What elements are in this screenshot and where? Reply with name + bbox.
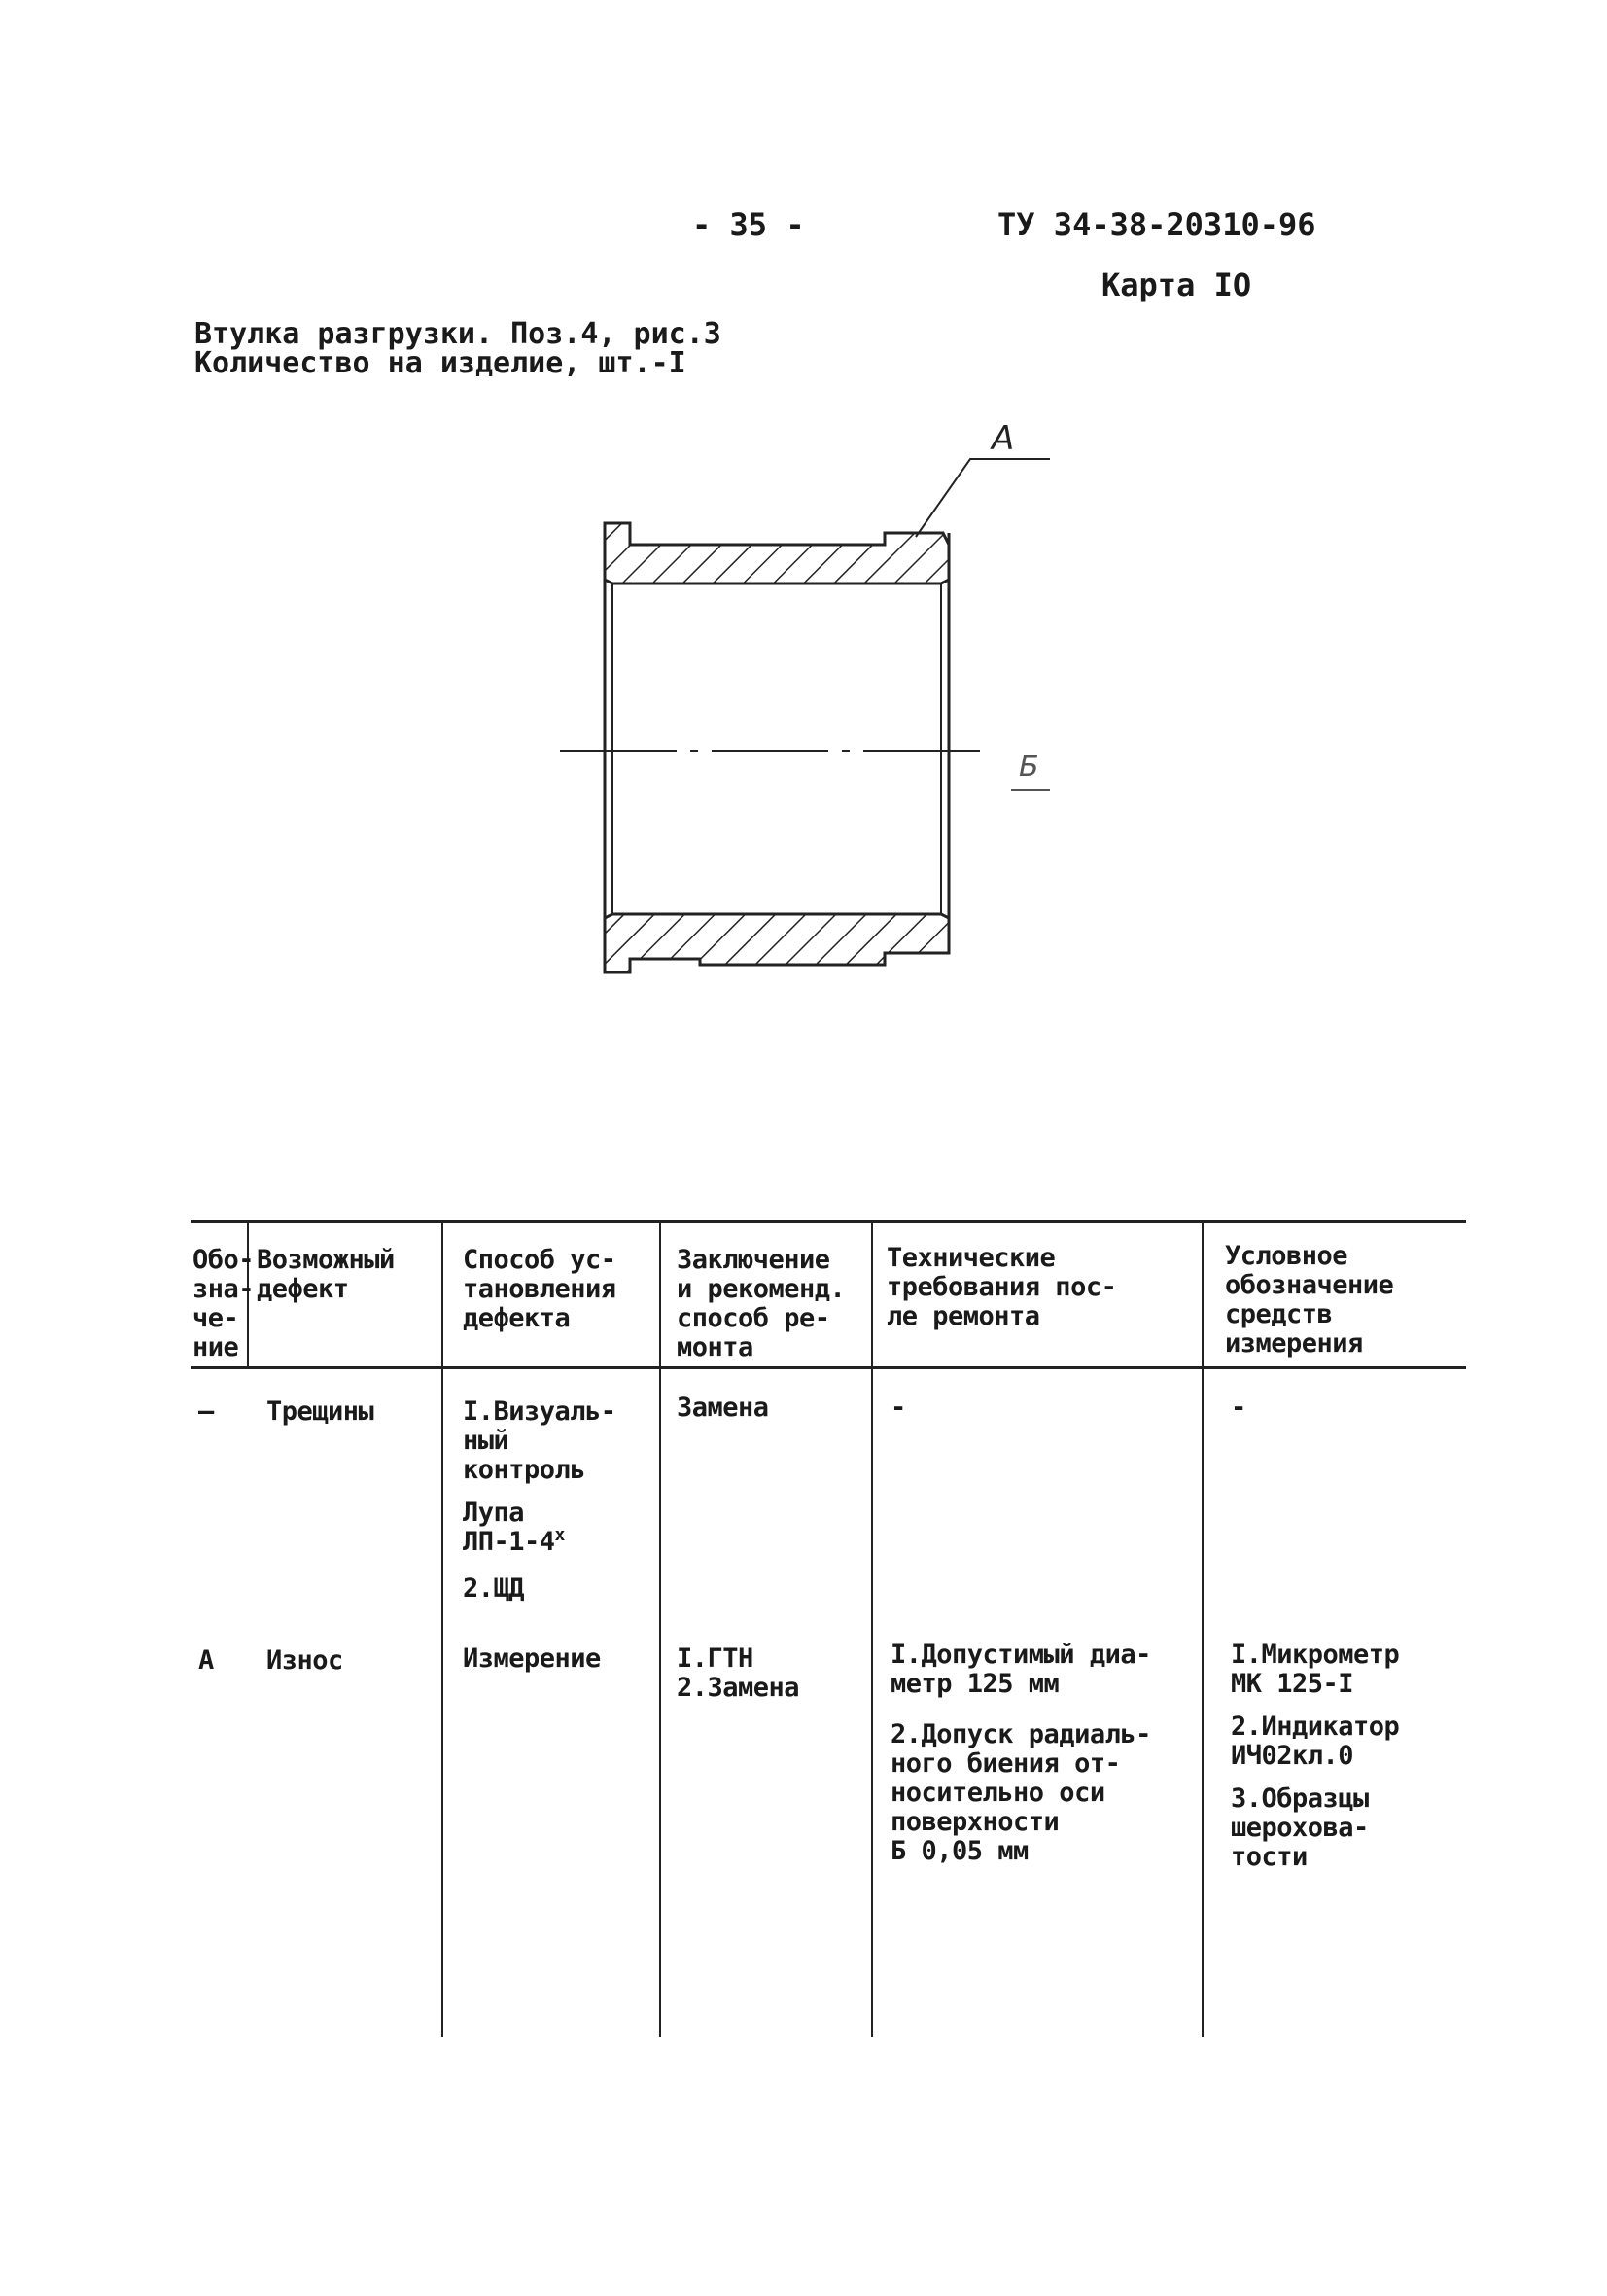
row2-designation: А	[198, 1645, 214, 1676]
page-number: - 35 -	[692, 206, 805, 243]
row1-designation: –	[198, 1396, 214, 1427]
part-title: Втулка разгрузки. Поз.4, рис.3	[194, 317, 721, 351]
row2-defect: Износ	[266, 1645, 343, 1676]
header-designation: Обо- зна- че- ние	[192, 1245, 255, 1362]
superscript-mark: x	[554, 1525, 565, 1545]
row1-method-2: Лупа ЛП-1-4$^x$	[463, 1498, 565, 1557]
top-wall-section	[605, 523, 949, 583]
row2-instrument-3: 3.Образцы шерохова- тости	[1231, 1784, 1369, 1872]
card-label: Карта IO	[1101, 266, 1252, 303]
header-requirements: Технические требования пос- ле ремонта	[887, 1243, 1117, 1331]
label-b: Б	[1019, 750, 1039, 784]
row1-defect: Трещины	[266, 1396, 374, 1427]
row2-requirement-1: I.Допустимый диа- метр 125 мм	[891, 1640, 1151, 1699]
row1-requirements: -	[891, 1393, 906, 1423]
header-defect: Возможный дефект	[257, 1245, 395, 1304]
header-conclusion: Заключение и рекоменд. способ ре- монта	[677, 1245, 846, 1362]
label-a: А	[992, 419, 1015, 458]
row1-instruments: -	[1231, 1393, 1246, 1423]
header-instruments: Условное обозначение средств измерения	[1225, 1241, 1394, 1359]
row2-instrument-2: 2.Индикатор ИЧ02кл.0	[1231, 1712, 1400, 1771]
row2-requirement-2: 2.Допуск радиаль- ного биения от- носительно оси поверхности Б 0,05 мм	[891, 1719, 1151, 1866]
bottom-wall-section	[605, 914, 949, 972]
header-method: Способ ус- тановления дефекта	[463, 1245, 616, 1333]
bushing-drawing	[554, 408, 1079, 992]
row1-method-3: 2.ЩД	[463, 1573, 525, 1604]
defect-table	[191, 1220, 1466, 2037]
row2-method: Измерение	[463, 1643, 601, 1674]
document-code: ТУ 34-38-20310-96	[997, 206, 1316, 243]
part-quantity: Количество на изделие, шт.-I	[194, 346, 686, 380]
row2-conclusion: I.ГТН 2.Замена	[677, 1643, 800, 1703]
row2-instrument-1: I.Микрометр МК 125-I	[1231, 1640, 1400, 1699]
row1-conclusion: Замена	[677, 1393, 769, 1423]
leader-line-a	[916, 459, 1050, 537]
row1-method-1: I.Визуаль- ный контроль	[463, 1396, 616, 1485]
